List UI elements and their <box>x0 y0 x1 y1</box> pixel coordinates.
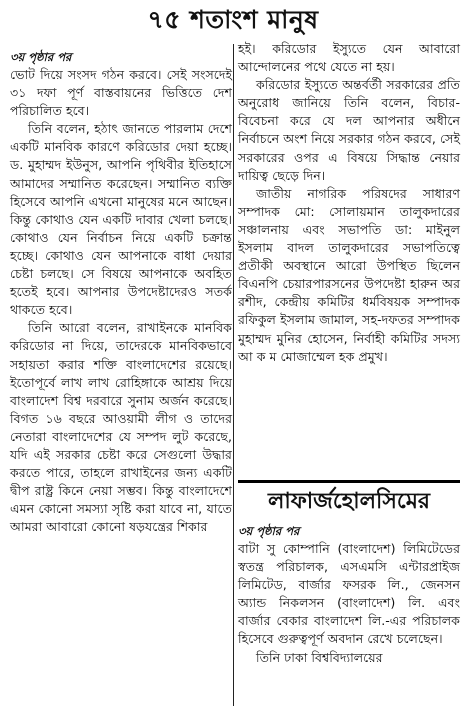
article-paragraph: তিনি ঢাকা বিশ্ববিদ্যালয়ের <box>256 649 383 665</box>
article-paragraph: হই। করিডোর ইস্যুতে যেন আবারো আন্দোলনের পথে যেতে না হয়। <box>238 41 460 75</box>
column-divider <box>233 44 234 706</box>
article-paragraph: জাতীয় নাগরিক পরিষদের সাধারণ সম্পাদক মো: সোলায়মান তালুকদারের সঞ্চালনায় এবং সভাপতি ডা: মাইনুল ইসলাম বাদল তালুকদারের সভাপতিত্বে প্রতীকী অবস্থানে আরো উপস্থিত ছিলেন বিএনপি চেয়ারপারসনের উপদেষ্টা হারুন অর রশীদ, কেন্দ্রীয় কমিটির ধর্মবিষয়ক সম্পাদক রফিকুল ইসলাম জামাল, সহ-দফতর সম্পাদক মুহাম্মদ মুনির হোসেন, নির্বাহী কমিটির সদস্য আ ক ম মোজাম্মেল হক প্রমুখ। <box>238 185 460 364</box>
continuation-label: ৩য় পৃষ্ঠার পর <box>238 524 300 538</box>
article-paragraph: তিনি বলেন, হঠাৎ জানতে পারলাম দেশে একটি মানবিক কারণে করিডোর দেয়া হচ্ছে। ড. মুহাম্মদ ইউনুস, আপনি পৃথিবীর ইতিহাসে আমাদের সম্মানিত করেছেন। সম্মানিত ব্যক্তি হিসেবে আপনি এখনো মানুষের মনে আছেন। কিন্তু কোথাও যেন একটি দাবার খেলা চলছে। কোথাও যেন নির্বাচন নিয়ে একটি চক্রান্ত হচ্ছে। কোথাও যেন আপনাকে বাধা দেয়ার চেষ্টা চলছে। সে বিষয়ে আপনাকে অবহিত হতেই হবে। আপনার উপদেষ্টাদেরও সতর্ক থাকতে হবে। <box>10 121 232 318</box>
headline: ৭৫ শতাংশ মানুষ <box>147 5 319 34</box>
article-paragraph: ভোট দিয়ে সংসদ গঠন করবে। সেই সংসদেই ৩১ দফা পূর্ণ বাস্তবায়নের ভিত্তিতে দেশ পরিচালিত হবে। <box>10 67 232 119</box>
article-paragraph: করিডোর ইস্যুতে অন্তর্বর্তী সরকারের প্রতি অনুরোধ জানিয়ে তিনি বলেন, বিচার-বিবেচনা করে যে দল আপনার অধীনে নির্বাচনে অংশ নিয়ে সরকার গঠন করবে, সেই সরকারের ওপর এ বিষয়ে সিদ্ধান্ত নেয়ার দায়িত্ব ছেড়ে দিন। <box>238 77 460 183</box>
left-column <box>10 48 232 536</box>
second-article <box>238 522 460 667</box>
section-divider <box>238 480 460 483</box>
article-paragraph: বাটা সু কোম্পানি (বাংলাদেশ) লিমিটেডের স্বতন্ত্র পরিচালক, এসএমসি এন্টারপ্রাইজ লিমিটেড, বার্জার ফসরক লি., জেনসন অ্যান্ড নিকলসন (বাংলাদেশ) লি. এবং বার্জার বেকার বাংলাদেশ লি.-এর পরিচালক হিসেবে গুরুত্বপূর্ণ অবদান রেখে চলেছেন। <box>238 541 460 647</box>
continuation-label: ৩য় পৃষ্ঠার পর <box>10 50 72 64</box>
right-column <box>238 40 460 366</box>
article-paragraph: তিনি আরো বলেন, রাখাইনকে মানবিক করিডোর না দিয়ে, তাদেরকে মানবিকভাবে সহায়তা করার শক্তি বাংলাদেশের রয়েছে। ইতোপূর্বে লাখ লাখ রোহিঙ্গাকে আশ্রয় দিয়ে বাংলাদেশ বিশ্ব দরবারে সুনাম অর্জন করেছে। বিগত ১৬ বছরে আওয়ামী লীগ ও তাদের নেতারা বাংলাদেশের যে সম্পদ লুট করেছে, যদি এই সরকার চেষ্টা করে সেগুলো উদ্ধার করতে পারে, তাহলে রাখাইনের জন্য একটি দ্বীপ রাষ্ট্র কিনে নেয়া সম্ভব। কিন্তু বাংলাদেশে এমন কোনো সমস্যা সৃষ্টি করা যাবে না, যাতে আমরা আবারো কোনো ষড়যন্ত্রের শিকার <box>10 320 232 535</box>
second-headline: লাফার্জহোলসিমের <box>267 489 431 514</box>
